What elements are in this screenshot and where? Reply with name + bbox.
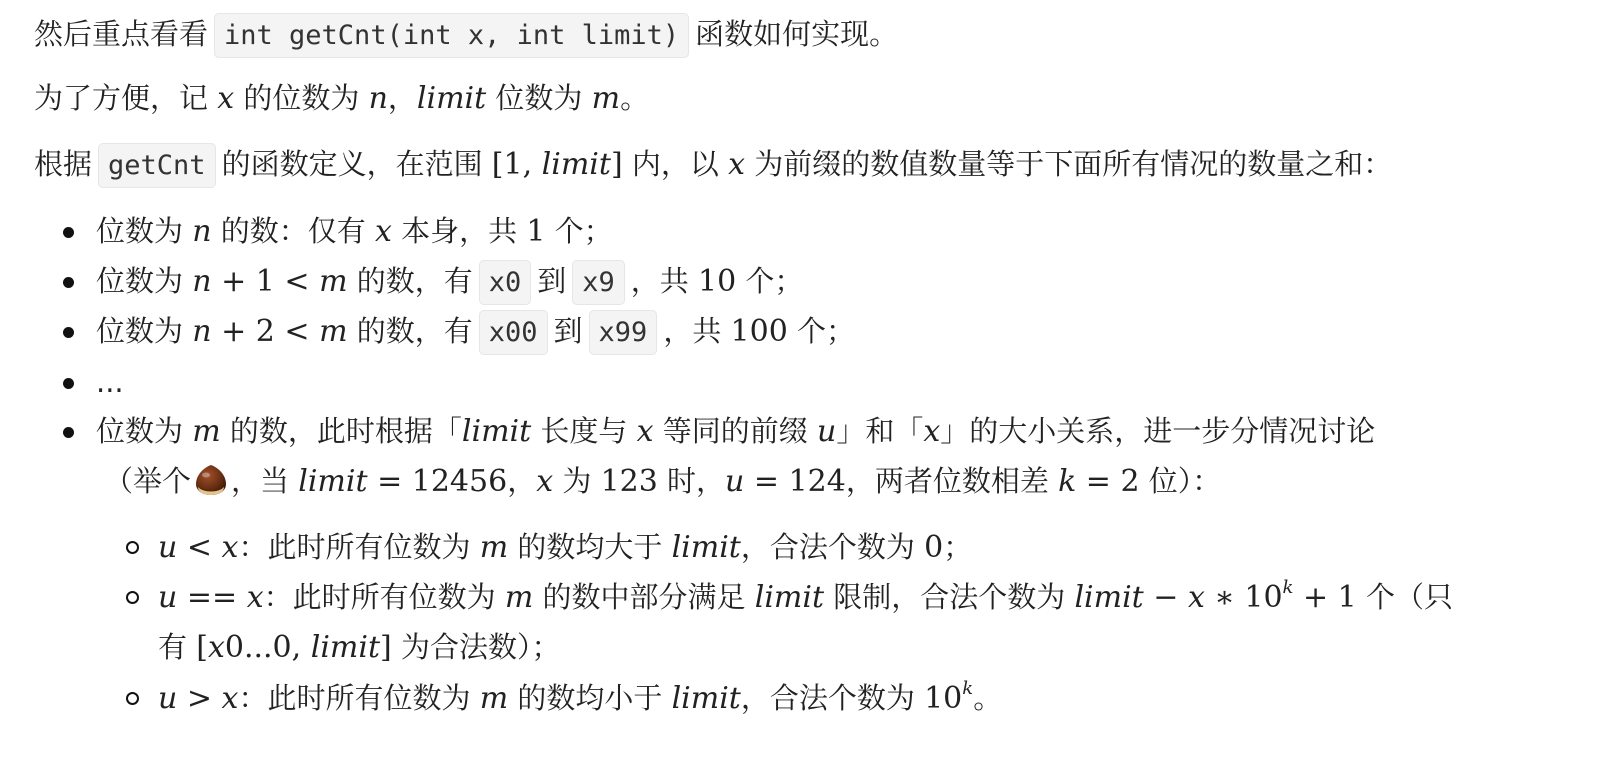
text-span: ，共 xyxy=(663,314,731,348)
text-span: 的数，此时根据「 xyxy=(220,414,462,448)
inline-code-x00: x00 xyxy=(479,310,548,355)
text-span: 位数为 xyxy=(96,214,193,248)
text-span: m xyxy=(192,414,221,449)
text-span: 。 xyxy=(973,681,1003,715)
math-range-close: ] xyxy=(610,147,623,182)
bullet-icon xyxy=(63,327,74,338)
text-span: ：此时所有位数为 xyxy=(263,580,505,614)
math-range-open: [1, xyxy=(491,147,542,182)
text-span: u xyxy=(725,464,745,499)
text-span: + 1 xyxy=(1293,580,1357,615)
text-span: 。 xyxy=(620,81,650,115)
text-span: x xyxy=(923,414,941,449)
text-span: limit xyxy=(1074,580,1144,615)
text-span: 的数：仅有 xyxy=(211,214,375,248)
text-span: 位数为 xyxy=(96,414,193,448)
text-span: + 2 < xyxy=(211,314,320,349)
text-span: 个（只 xyxy=(1356,580,1453,614)
list-item-ellipsis xyxy=(96,356,124,408)
text-span: = 2 xyxy=(1076,464,1140,499)
list-item-m-digits-example xyxy=(104,455,1221,507)
circle-bullet-icon xyxy=(126,541,139,554)
text-span: （举个 xyxy=(104,464,192,498)
text-span: x xyxy=(207,630,225,665)
text-span: ，共 xyxy=(630,264,698,298)
bullet-icon xyxy=(63,378,74,389)
text-span: 个； xyxy=(545,214,613,248)
text-span: ] xyxy=(380,630,392,665)
text-span: m xyxy=(319,314,348,349)
text-span: 长度与 xyxy=(531,414,637,448)
math-x: x xyxy=(374,214,392,249)
circle-bullet-icon xyxy=(126,692,139,705)
text-span: 个； xyxy=(787,314,856,348)
math-limit: limit xyxy=(541,147,611,182)
list-item-n-plus-1 xyxy=(96,255,803,307)
text-span: 」的大小关系，进一步分情况讨论 xyxy=(940,414,1376,448)
text-span: [ xyxy=(196,630,208,665)
text-span: 限制，合法个数为 xyxy=(824,580,1075,614)
text-span: x xyxy=(536,464,554,499)
text-span: x xyxy=(221,681,239,716)
math-n: n xyxy=(192,214,212,249)
text-span: 的数，有 xyxy=(347,264,473,298)
text-span: u xyxy=(158,530,178,565)
text-span: 为了方便，记 xyxy=(34,81,218,115)
math-limit: limit xyxy=(416,81,487,116)
text-span: n xyxy=(192,264,212,299)
text-span: 时， xyxy=(657,464,726,498)
sublist-item-u-equals-x-continued xyxy=(158,621,560,673)
text-span: ； xyxy=(943,530,973,564)
text-span: < xyxy=(177,530,222,565)
text-span: ，合法个数为 xyxy=(740,530,925,564)
text-span: 根据 xyxy=(34,147,93,181)
text-span: 的数中部分满足 xyxy=(533,580,755,614)
text-span: 到 xyxy=(537,264,567,298)
text-span: 本身，共 xyxy=(391,214,527,248)
bullet-icon xyxy=(63,277,74,288)
text-span: 123 xyxy=(600,464,658,499)
text-span: 」和「 xyxy=(836,414,924,448)
text-span: 的函数定义，在范围 xyxy=(221,147,492,181)
inline-code-getcnt: getCnt xyxy=(98,143,216,188)
text-span: 为 xyxy=(553,464,601,498)
text-span: x xyxy=(1187,580,1205,615)
text-span: m xyxy=(479,681,509,716)
list-item-n-digits xyxy=(96,205,613,257)
text-span: 0 xyxy=(924,530,944,565)
math-x: x xyxy=(728,147,746,182)
circle-bullet-icon xyxy=(126,591,139,604)
math-n: n xyxy=(368,81,388,116)
text-span: ：此时所有位数为 xyxy=(238,530,480,564)
text-span: 为合法数）； xyxy=(391,630,561,664)
text-span: = 12456 xyxy=(367,464,508,499)
text-span: == xyxy=(177,580,247,615)
inline-code-x9: x9 xyxy=(572,260,625,305)
text-span: 位数为 xyxy=(96,314,193,348)
text-span: k xyxy=(962,678,974,699)
text-span: m xyxy=(504,580,534,615)
text-span: = 124 xyxy=(744,464,846,499)
text-span: ，当 xyxy=(231,464,299,498)
text-span: x xyxy=(636,414,654,449)
chestnut-emoji-icon xyxy=(194,463,228,497)
text-span: u xyxy=(816,414,837,449)
list-item-n-plus-2 xyxy=(96,305,855,357)
text-span: x xyxy=(246,580,264,615)
math-m: m xyxy=(591,81,621,116)
text-span: ，两者位数相差 xyxy=(845,464,1059,498)
text-span: 的数均小于 xyxy=(508,681,672,715)
math-x: x xyxy=(217,81,235,116)
text-span: k xyxy=(1282,577,1294,598)
sublist-item-u-equals-x xyxy=(158,571,1453,623)
text-span: ， xyxy=(507,464,537,498)
text-span: 个； xyxy=(736,264,804,298)
text-span: n xyxy=(192,314,212,349)
text-span: 100 xyxy=(730,314,788,349)
text-span: − xyxy=(1143,580,1188,615)
text-span: 位数为 xyxy=(96,264,193,298)
text-span: ，合法个数为 xyxy=(740,681,925,715)
text-span: u xyxy=(158,580,178,615)
paragraph-notation xyxy=(34,72,649,124)
text-span: limit xyxy=(671,681,741,716)
text-span: limit xyxy=(754,580,825,615)
text: 然后重点看看 xyxy=(34,17,209,51)
text-span: 位）： xyxy=(1139,464,1222,498)
text-span: x xyxy=(221,530,239,565)
text-span: 的数均大于 xyxy=(508,530,672,564)
text-span: 到 xyxy=(553,314,583,348)
text-span: 10 xyxy=(698,264,737,299)
text-span: > xyxy=(177,681,222,716)
text-span: ... xyxy=(96,365,124,399)
text-span: 等同的前缀 xyxy=(653,414,817,448)
sublist-item-u-less-x xyxy=(158,521,972,573)
text-span: 有 xyxy=(158,630,197,664)
text-span: limit xyxy=(310,630,381,665)
text-span: limit xyxy=(671,530,741,565)
list-item-m-digits xyxy=(96,405,1375,457)
text-span: 的位数为 xyxy=(234,81,369,115)
text-span: 10 xyxy=(924,681,963,716)
sublist-item-u-greater-x xyxy=(158,672,1002,724)
inline-code-x0: x0 xyxy=(479,260,532,305)
paragraph-definition xyxy=(34,138,1392,190)
text-span: k xyxy=(1058,464,1077,499)
text-span: u xyxy=(158,681,178,716)
text-span: ∗ 10 xyxy=(1204,580,1283,615)
bullet-icon xyxy=(63,227,74,238)
text-span: ：此时所有位数为 xyxy=(238,681,480,715)
text-span: limit xyxy=(461,414,532,449)
inline-code-x99: x99 xyxy=(589,310,658,355)
text-span: ， xyxy=(387,81,417,115)
text-span: 为前缀的数值数量等于下面所有情况的数量之和： xyxy=(745,147,1393,181)
text-span: limit xyxy=(298,464,368,499)
inline-code-getcnt-signature: int getCnt(int x, int limit) xyxy=(214,13,689,58)
paragraph-intro xyxy=(34,8,898,60)
text-span: 内，以 xyxy=(622,147,729,181)
text-span: m xyxy=(479,530,509,565)
text-span: 位数为 xyxy=(486,81,592,115)
text-span: m xyxy=(319,264,348,299)
text-span: 0...0, xyxy=(224,630,311,665)
bullet-icon xyxy=(63,427,74,438)
text-span: + 1 < xyxy=(211,264,320,299)
text: 函数如何实现。 xyxy=(695,17,899,51)
text-span: 的数，有 xyxy=(347,314,473,348)
math-one: 1 xyxy=(526,214,546,249)
